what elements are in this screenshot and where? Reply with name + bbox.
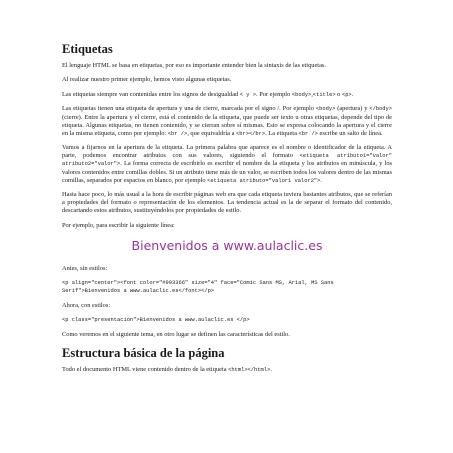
code-inline: <etiqueta atributo1="valor" atributo2="valor"> [62, 153, 392, 168]
paragraph-html-tag [62, 366, 392, 374]
paragraph-first-example: Al realizar nuestro primer ejemplo, hemos visto algunas etiquetas. [62, 76, 232, 84]
code-inline: <body> [291, 91, 312, 98]
paragraph-style-trend: Hasta hace poco, lo más usual a la hora de escribir páginas web era que cada etiqueta tuviera bastantes atributos, que se referían a propiedades del formato o representación de los elementos. La tendencia actual es la de separar el formato del contenido, descartando estos atributos, sustituyéndolos por propiedades de estilo. [62, 191, 392, 215]
code-inline: <html></html> [228, 366, 271, 373]
code-inline: </body> [369, 106, 392, 113]
text-run: escribe un salto de línea. [317, 129, 383, 137]
paragraph-attributes [62, 144, 392, 184]
text-run: , [311, 90, 313, 98]
document-page [62, 32, 392, 380]
text-run: . [270, 365, 272, 373]
code-inline: <etiqueta atributo="valor1 valor2"> [207, 177, 321, 184]
text-run: . La etiqueta [265, 129, 299, 137]
text-run: . [320, 176, 323, 184]
text-run: Todo el documento HTML viene contenido dentro de la etiqueta [62, 365, 229, 373]
section-title: Etiquetas [62, 42, 113, 56]
paragraph-inequality-signs [62, 91, 392, 99]
paragraph-example-line: Por ejemplo, para escribir la siguiente línea: [62, 221, 175, 229]
text-run: . Por ejemplo [256, 90, 292, 98]
section-title-structure: Estructura básica de la página [62, 345, 225, 360]
text-run: (cierre). Entre la apertura y el cierre, está el contenido de la etiqueta, que puede ser texto u otras etiquetas, depende del tipo de etiqueta. Algunas etiquetas, no tienen contenido, y se cierran sobre sí mismas. Esto se expresa colocando la apertura y el cierre en la misma etiqueta, como por ejemplo: [62, 113, 392, 137]
code-block-new: <p class="presentacion">Bienvenidos a www.aulaclic.es </p> [62, 317, 250, 324]
code-inline: <p> [341, 91, 352, 98]
text-run: Vamos a fijarnos en la apertura de la etiqueta. La primera palabra que aparece es el nombre o identificador de la etiqueta. A parte, podemos encontrar atributos con sus valores, siguiendo el formato [62, 144, 392, 160]
text-run: , que equivaldría a [187, 129, 237, 137]
text-run: (apertura) y [335, 105, 370, 113]
text-run: o [335, 90, 342, 98]
example-banner: Bienvenidos a www.aulaclic.es [131, 237, 323, 253]
code-inline: <br /> [167, 130, 188, 137]
paragraph-before-styles: Antes, sin estilos: [62, 264, 108, 272]
paragraph-with-styles: Ahora, con estilos: [62, 301, 111, 309]
text-run: Las etiquetas tienen una etiqueta de apertura y una de cierre, marcada por el signo /. Por ejemplo [62, 105, 316, 113]
paragraph-intro: El lenguaje HTML se basa en etiquetas, por eso es importante entender bien la sintaxis de las etiquetas. [62, 62, 327, 69]
code-inline: <body> [315, 106, 336, 113]
paragraph-next-topic: Como veremos en el siguiente tema, en otro lugar se definen las características del estilo. [62, 330, 290, 338]
code-inline: <br></br> [236, 130, 266, 137]
text-run: . La forma correcta de escribirlo es escribir el nombre de la etiqueta y los atributos en minúscula, y los valores contenidos entre comillas dobles. Si un atributo tiene más de un valor, se escriben todos los valores dentro de las mismas comillas, separados por espacios en blanco, por ejemplo [62, 160, 392, 184]
code-inline: <title> [312, 91, 336, 98]
code-inline: < y > [239, 91, 257, 98]
code-block-old: <p align="center"><font color="#993366" size="4" face="Comic Sans MS, Arial, MS Sans Serif">Bienvenidos a www.aulaclic.es</font></p> [62, 280, 334, 295]
paragraph-open-close [62, 105, 392, 137]
code-inline: <br /> [298, 130, 318, 137]
text-run: . [351, 90, 354, 98]
text-run: Las etiquetas siempre van contenidas entre los signos de desigualdad [62, 90, 240, 98]
